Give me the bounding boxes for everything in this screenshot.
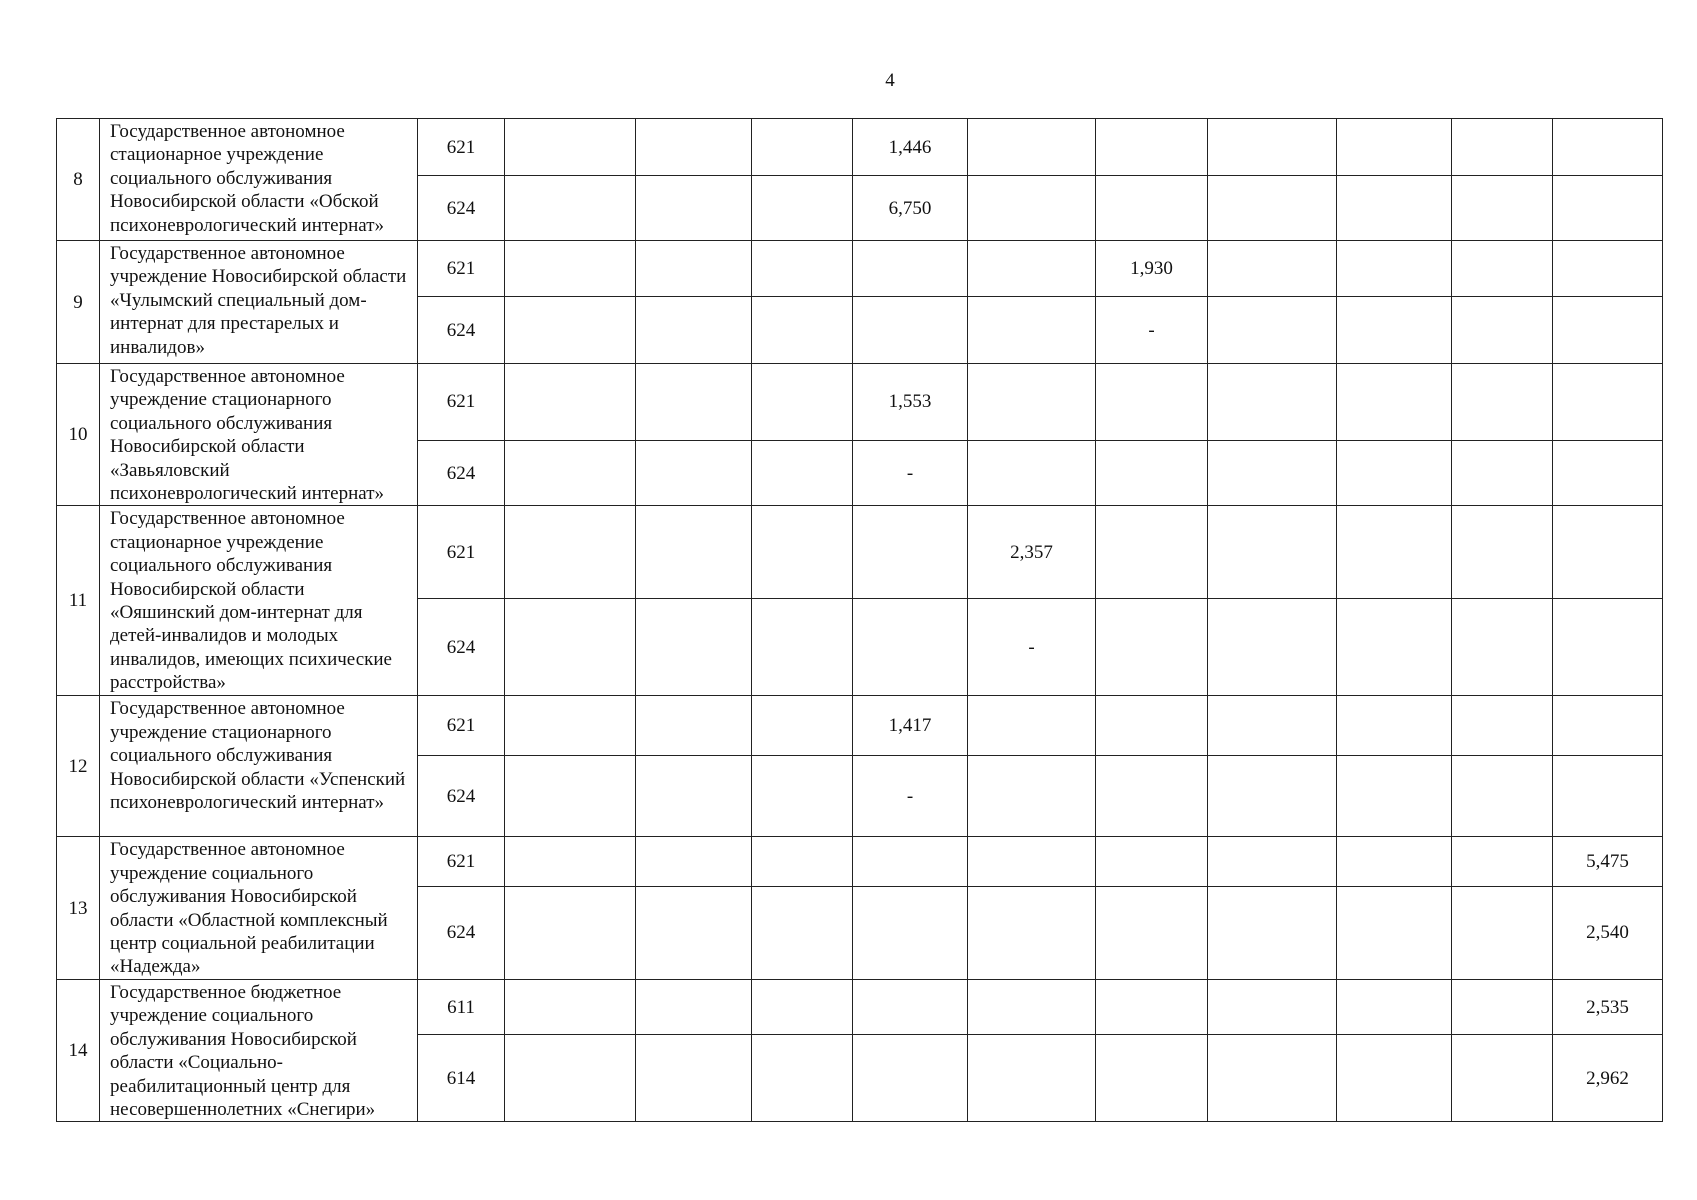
- value-cell: [1337, 119, 1452, 176]
- allocation-table: [56, 118, 1663, 1122]
- value-cell: [853, 241, 968, 297]
- row-number: 13: [57, 837, 100, 979]
- row-number: 12: [57, 696, 100, 837]
- value-cell: [853, 506, 968, 599]
- value-cell: [1452, 297, 1553, 364]
- value-cell: [1337, 364, 1452, 441]
- value-cell: [752, 979, 853, 1035]
- institution-name: Государственное автономное учреждение Новосибирской области «Чулымский специальный дом-интернат для престарелых и инвалидов»: [100, 241, 418, 364]
- value-cell: [1452, 440, 1553, 506]
- institution-name: Государственное автономное стационарное учреждение социального обслуживания Новосибирской области «Ояшинский дом-интернат для детей-инвалидов и молодых инвалидов, имеющих психические расстройства»: [100, 506, 418, 696]
- value-cell: [1452, 241, 1553, 297]
- value-cell: [636, 599, 752, 696]
- expense-code: 624: [418, 886, 505, 979]
- value-cell: [968, 837, 1096, 886]
- value-cell: [505, 756, 636, 837]
- value-cell: [1553, 364, 1663, 441]
- table-row: [57, 364, 1663, 441]
- value-cell: [1337, 176, 1452, 241]
- value-cell: [1337, 979, 1452, 1035]
- value-cell: [752, 440, 853, 506]
- row-number: 8: [57, 119, 100, 241]
- value-cell: [1208, 696, 1337, 756]
- value-cell: [752, 1035, 853, 1122]
- row-number: 11: [57, 506, 100, 696]
- value-cell: [853, 886, 968, 979]
- value-cell: [1452, 696, 1553, 756]
- value-cell: [636, 176, 752, 241]
- value-cell: [1208, 599, 1337, 696]
- value-cell: [505, 696, 636, 756]
- expense-code: 624: [418, 756, 505, 837]
- value-cell: [1208, 176, 1337, 241]
- value-cell: -: [853, 756, 968, 837]
- value-cell: [1553, 506, 1663, 599]
- value-cell: [752, 506, 853, 599]
- table-row: [57, 837, 1663, 886]
- value-cell: [1096, 979, 1208, 1035]
- value-cell: [1452, 364, 1553, 441]
- value-cell: [1452, 979, 1553, 1035]
- value-cell: [505, 1035, 636, 1122]
- value-cell: [1096, 506, 1208, 599]
- value-cell: [968, 176, 1096, 241]
- expense-code: 611: [418, 979, 505, 1035]
- value-cell: [853, 297, 968, 364]
- expense-code: 621: [418, 241, 505, 297]
- value-cell: [1096, 837, 1208, 886]
- value-cell: [853, 979, 968, 1035]
- institution-name: Государственное автономное стационарное учреждение социального обслуживания Новосибирской области «Обской психоневрологический интернат»: [100, 119, 418, 241]
- value-cell: [636, 756, 752, 837]
- value-cell: [1208, 440, 1337, 506]
- value-cell: [1337, 297, 1452, 364]
- institution-name: Государственное автономное учреждение социального обслуживания Новосибирской области «Областной комплексный центр социальной реабилитации «Надежда»: [100, 837, 418, 979]
- value-cell: [853, 837, 968, 886]
- value-cell: [1452, 1035, 1553, 1122]
- expense-code: 621: [418, 506, 505, 599]
- value-cell: 5,475: [1553, 837, 1663, 886]
- expense-code: 621: [418, 364, 505, 441]
- value-cell: [505, 506, 636, 599]
- expense-code: 621: [418, 696, 505, 756]
- value-cell: [752, 119, 853, 176]
- value-cell: 1,446: [853, 119, 968, 176]
- value-cell: 1,417: [853, 696, 968, 756]
- value-cell: [636, 1035, 752, 1122]
- value-cell: [636, 297, 752, 364]
- value-cell: [752, 756, 853, 837]
- value-cell: [1208, 756, 1337, 837]
- value-cell: -: [853, 440, 968, 506]
- value-cell: [1337, 756, 1452, 837]
- value-cell: [505, 241, 636, 297]
- value-cell: [1452, 756, 1553, 837]
- value-cell: [968, 1035, 1096, 1122]
- expense-code: 624: [418, 440, 505, 506]
- value-cell: [505, 886, 636, 979]
- value-cell: [1553, 756, 1663, 837]
- expense-code: 624: [418, 176, 505, 241]
- value-cell: [752, 599, 853, 696]
- value-cell: [1452, 119, 1553, 176]
- value-cell: [1208, 1035, 1337, 1122]
- value-cell: 6,750: [853, 176, 968, 241]
- value-cell: 2,535: [1553, 979, 1663, 1035]
- value-cell: [636, 241, 752, 297]
- value-cell: -: [1096, 297, 1208, 364]
- value-cell: [636, 119, 752, 176]
- value-cell: [968, 696, 1096, 756]
- value-cell: [1096, 440, 1208, 506]
- value-cell: [505, 364, 636, 441]
- row-number: 9: [57, 241, 100, 364]
- value-cell: [505, 599, 636, 696]
- value-cell: [752, 696, 853, 756]
- value-cell: [505, 837, 636, 886]
- value-cell: [752, 837, 853, 886]
- value-cell: [1553, 176, 1663, 241]
- value-cell: [636, 696, 752, 756]
- expense-code: 624: [418, 599, 505, 696]
- value-cell: [1096, 886, 1208, 979]
- value-cell: [1337, 696, 1452, 756]
- institution-name: Государственное автономное учреждение стационарного социального обслуживания Новосибирской области «Успенский психоневрологический интернат»: [100, 696, 418, 837]
- value-cell: [1096, 599, 1208, 696]
- value-cell: [1096, 756, 1208, 837]
- value-cell: [1096, 176, 1208, 241]
- value-cell: [1553, 440, 1663, 506]
- value-cell: [1096, 364, 1208, 441]
- value-cell: [505, 979, 636, 1035]
- value-cell: [1096, 1035, 1208, 1122]
- value-cell: [1452, 886, 1553, 979]
- value-cell: [1553, 119, 1663, 176]
- value-cell: [968, 241, 1096, 297]
- value-cell: [1337, 440, 1452, 506]
- value-cell: [1208, 886, 1337, 979]
- value-cell: [1208, 119, 1337, 176]
- value-cell: [1208, 979, 1337, 1035]
- value-cell: [1096, 696, 1208, 756]
- value-cell: [1553, 297, 1663, 364]
- value-cell: [1208, 506, 1337, 599]
- value-cell: [505, 440, 636, 506]
- institution-name: Государственное автономное учреждение стационарного социального обслуживания Новосибирской области «Завьяловский психоневрологический интернат»: [100, 364, 418, 506]
- value-cell: [1337, 1035, 1452, 1122]
- value-cell: [968, 886, 1096, 979]
- value-cell: [1337, 837, 1452, 886]
- value-cell: [636, 364, 752, 441]
- value-cell: 1,930: [1096, 241, 1208, 297]
- value-cell: [1208, 837, 1337, 886]
- expense-code: 614: [418, 1035, 505, 1122]
- value-cell: [1096, 119, 1208, 176]
- value-cell: [636, 837, 752, 886]
- table-row: [57, 241, 1663, 297]
- value-cell: [1452, 599, 1553, 696]
- table-row: [57, 696, 1663, 756]
- value-cell: [505, 119, 636, 176]
- row-number: 14: [57, 979, 100, 1121]
- value-cell: [1452, 837, 1553, 886]
- value-cell: [636, 886, 752, 979]
- value-cell: [1337, 241, 1452, 297]
- value-cell: [1452, 506, 1553, 599]
- value-cell: [636, 506, 752, 599]
- value-cell: [1337, 506, 1452, 599]
- value-cell: [752, 886, 853, 979]
- expense-code: 621: [418, 837, 505, 886]
- value-cell: [968, 364, 1096, 441]
- value-cell: [505, 297, 636, 364]
- value-cell: 2,540: [1553, 886, 1663, 979]
- value-cell: -: [968, 599, 1096, 696]
- expense-code: 624: [418, 297, 505, 364]
- value-cell: [1337, 886, 1452, 979]
- value-cell: [968, 756, 1096, 837]
- value-cell: [505, 176, 636, 241]
- value-cell: [968, 979, 1096, 1035]
- value-cell: 1,553: [853, 364, 968, 441]
- value-cell: [968, 440, 1096, 506]
- institution-name: Государственное бюджетное учреждение социального обслуживания Новосибирской области «Социально-реабилитационный центр для несовершеннолетних «Снегири»: [100, 979, 418, 1121]
- value-cell: [1208, 297, 1337, 364]
- value-cell: [1208, 364, 1337, 441]
- value-cell: 2,962: [1553, 1035, 1663, 1122]
- table-row: [57, 506, 1663, 599]
- value-cell: [752, 364, 853, 441]
- value-cell: [752, 297, 853, 364]
- value-cell: [853, 1035, 968, 1122]
- value-cell: [1208, 241, 1337, 297]
- value-cell: [636, 979, 752, 1035]
- expense-code: 621: [418, 119, 505, 176]
- value-cell: [968, 119, 1096, 176]
- value-cell: [1553, 241, 1663, 297]
- value-cell: [636, 440, 752, 506]
- value-cell: [968, 297, 1096, 364]
- value-cell: [853, 599, 968, 696]
- value-cell: [1553, 599, 1663, 696]
- value-cell: [1337, 599, 1452, 696]
- table-body: [57, 119, 1663, 1122]
- value-cell: 2,357: [968, 506, 1096, 599]
- value-cell: [752, 176, 853, 241]
- value-cell: [752, 241, 853, 297]
- value-cell: [1452, 176, 1553, 241]
- table-row: [57, 979, 1663, 1035]
- page-number: 4: [885, 70, 895, 91]
- value-cell: [1553, 696, 1663, 756]
- table-row: [57, 119, 1663, 176]
- row-number: 10: [57, 364, 100, 506]
